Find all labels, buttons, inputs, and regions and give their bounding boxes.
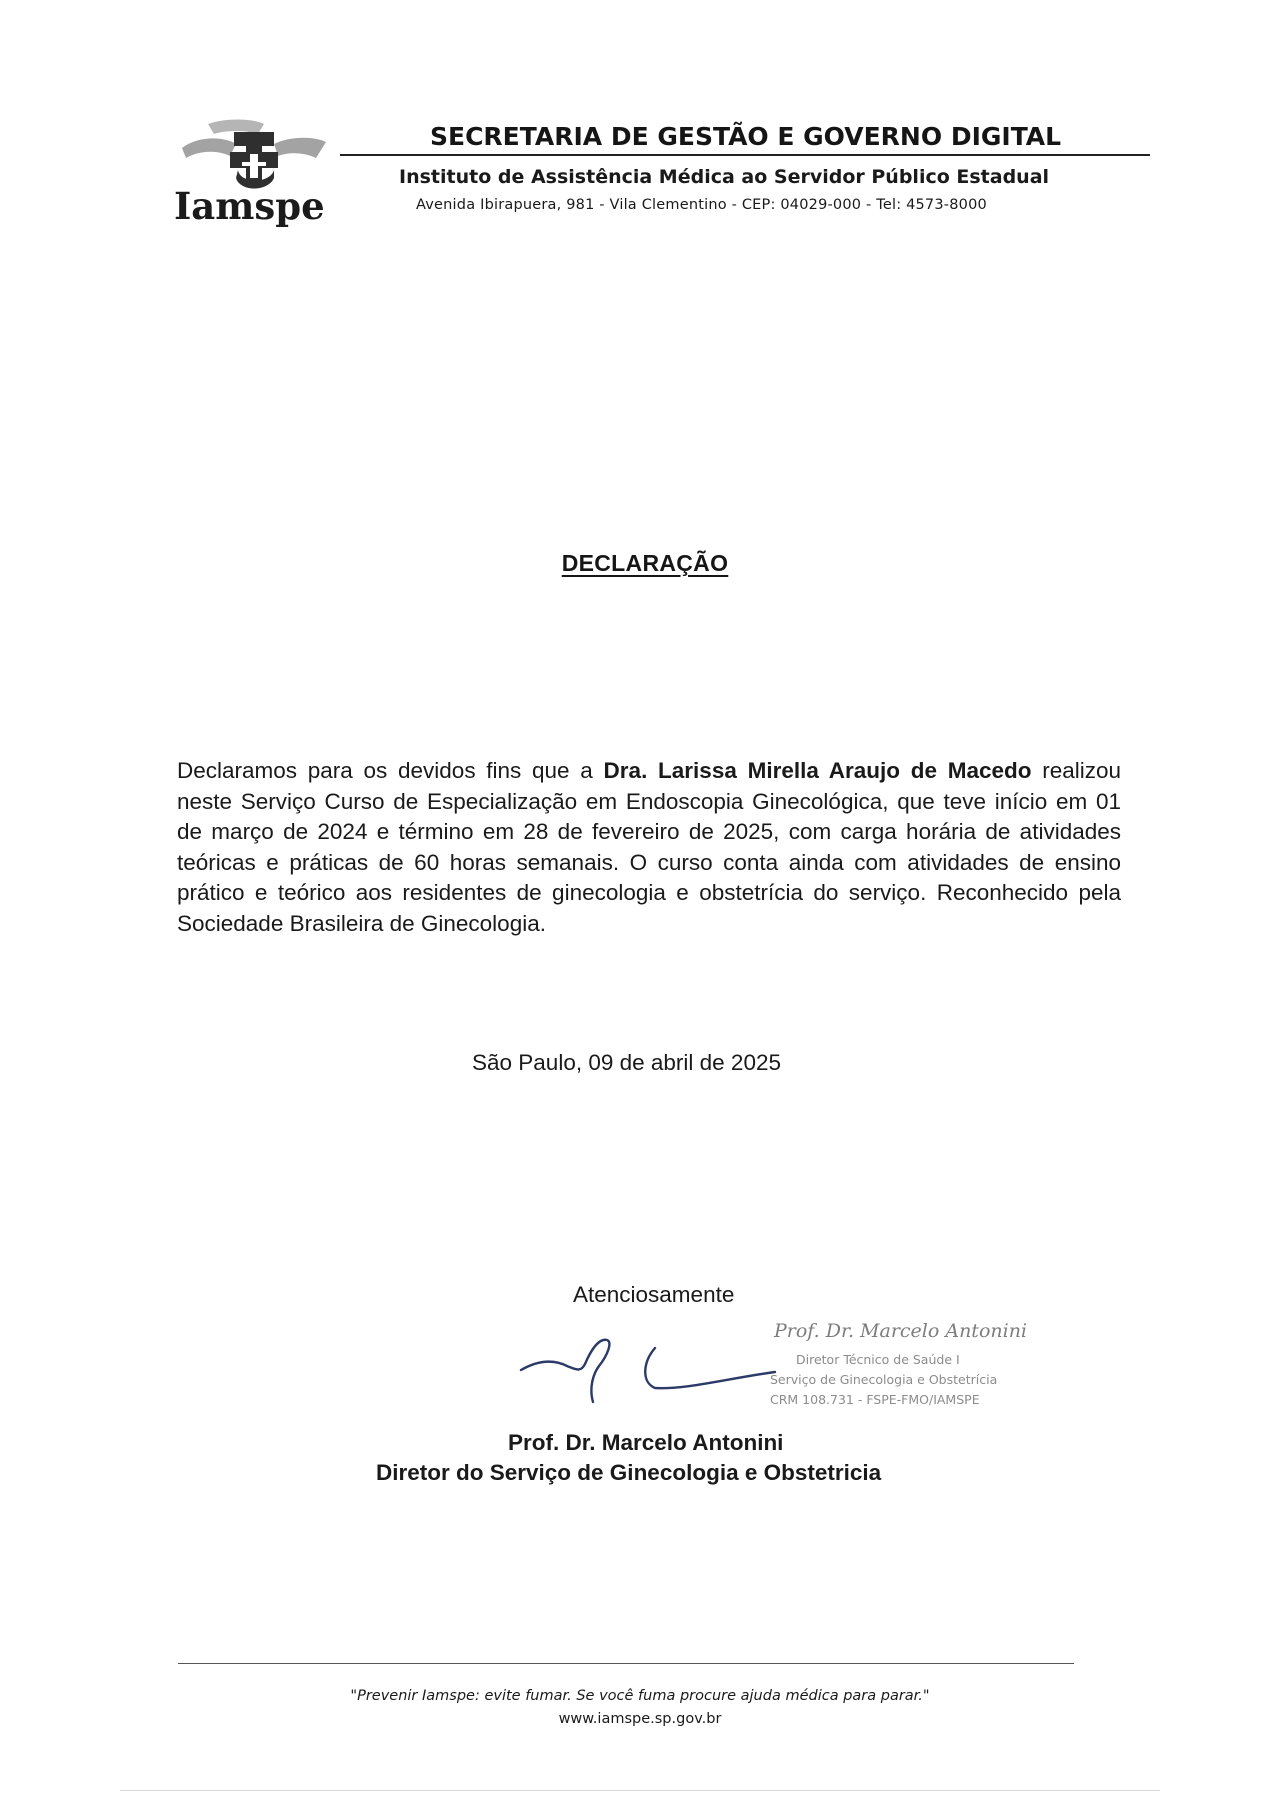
footer-website-link[interactable]: www.iamspe.sp.gov.br: [558, 1711, 722, 1727]
iamspe-logo: [170, 118, 330, 228]
person-name: Dra. Larissa Mirella Araujo de Macedo: [603, 758, 1032, 783]
document-title: DECLARAÇÃO: [561, 550, 729, 576]
logo-wordmark: Iamspe: [174, 184, 325, 228]
institute-address: Avenida Ibirapuera, 981 - Vila Clementino - CEP: 04029-000 - Tel: 4573-8000: [416, 197, 987, 213]
signer-role: Diretor do Serviço de Ginecologia e Obstetricia: [376, 1460, 882, 1485]
footer-slogan: "Prevenir Iamspe: evite fumar. Se você fuma procure ajuda médica para parar.": [350, 1688, 930, 1704]
official-stamp: [760, 1318, 1028, 1428]
stamp-line-3: CRM 108.731 - FSPE-FMO/IAMSPE: [770, 1392, 980, 1407]
secretariat-title: SECRETARIA DE GESTÃO E GOVERNO DIGITAL: [430, 122, 1062, 151]
closing-salutation: Atenciosamente: [573, 1282, 735, 1307]
signer-name: Prof. Dr. Marcelo Antonini: [508, 1430, 784, 1455]
page-bottom-edge: [120, 1790, 1160, 1791]
institute-name: Instituto de Assistência Médica ao Servidor Público Estadual: [399, 166, 1050, 188]
stamp-name: Prof. Dr. Marcelo Antonini: [774, 1320, 1028, 1342]
body-intro: Declaramos para os devidos fins que a: [177, 758, 604, 783]
declaration-body: [177, 756, 1121, 939]
stamp-line-1: Diretor Técnico de Saúde I: [796, 1352, 960, 1367]
body-rest: realizou neste Serviço Curso de Especialização em Endoscopia Ginecológica, que teve início em 01 de março de 2024 e término em 28 de fevereiro de 2025, com carga horária de atividades teóricas e práticas de 60 horas semanais. O curso conta ainda com atividades de ensino prático e teórico aos residentes de ginecologia e obstetrícia do serviço. Reconhecido pela Sociedade Brasileira de Ginecologia.: [177, 758, 1122, 936]
stamp-line-2: Serviço de Ginecologia e Obstetrícia: [770, 1372, 998, 1387]
place-and-date: São Paulo, 09 de abril de 2025: [472, 1050, 781, 1075]
header-divider: [340, 154, 1150, 156]
footer-divider: [178, 1663, 1074, 1664]
